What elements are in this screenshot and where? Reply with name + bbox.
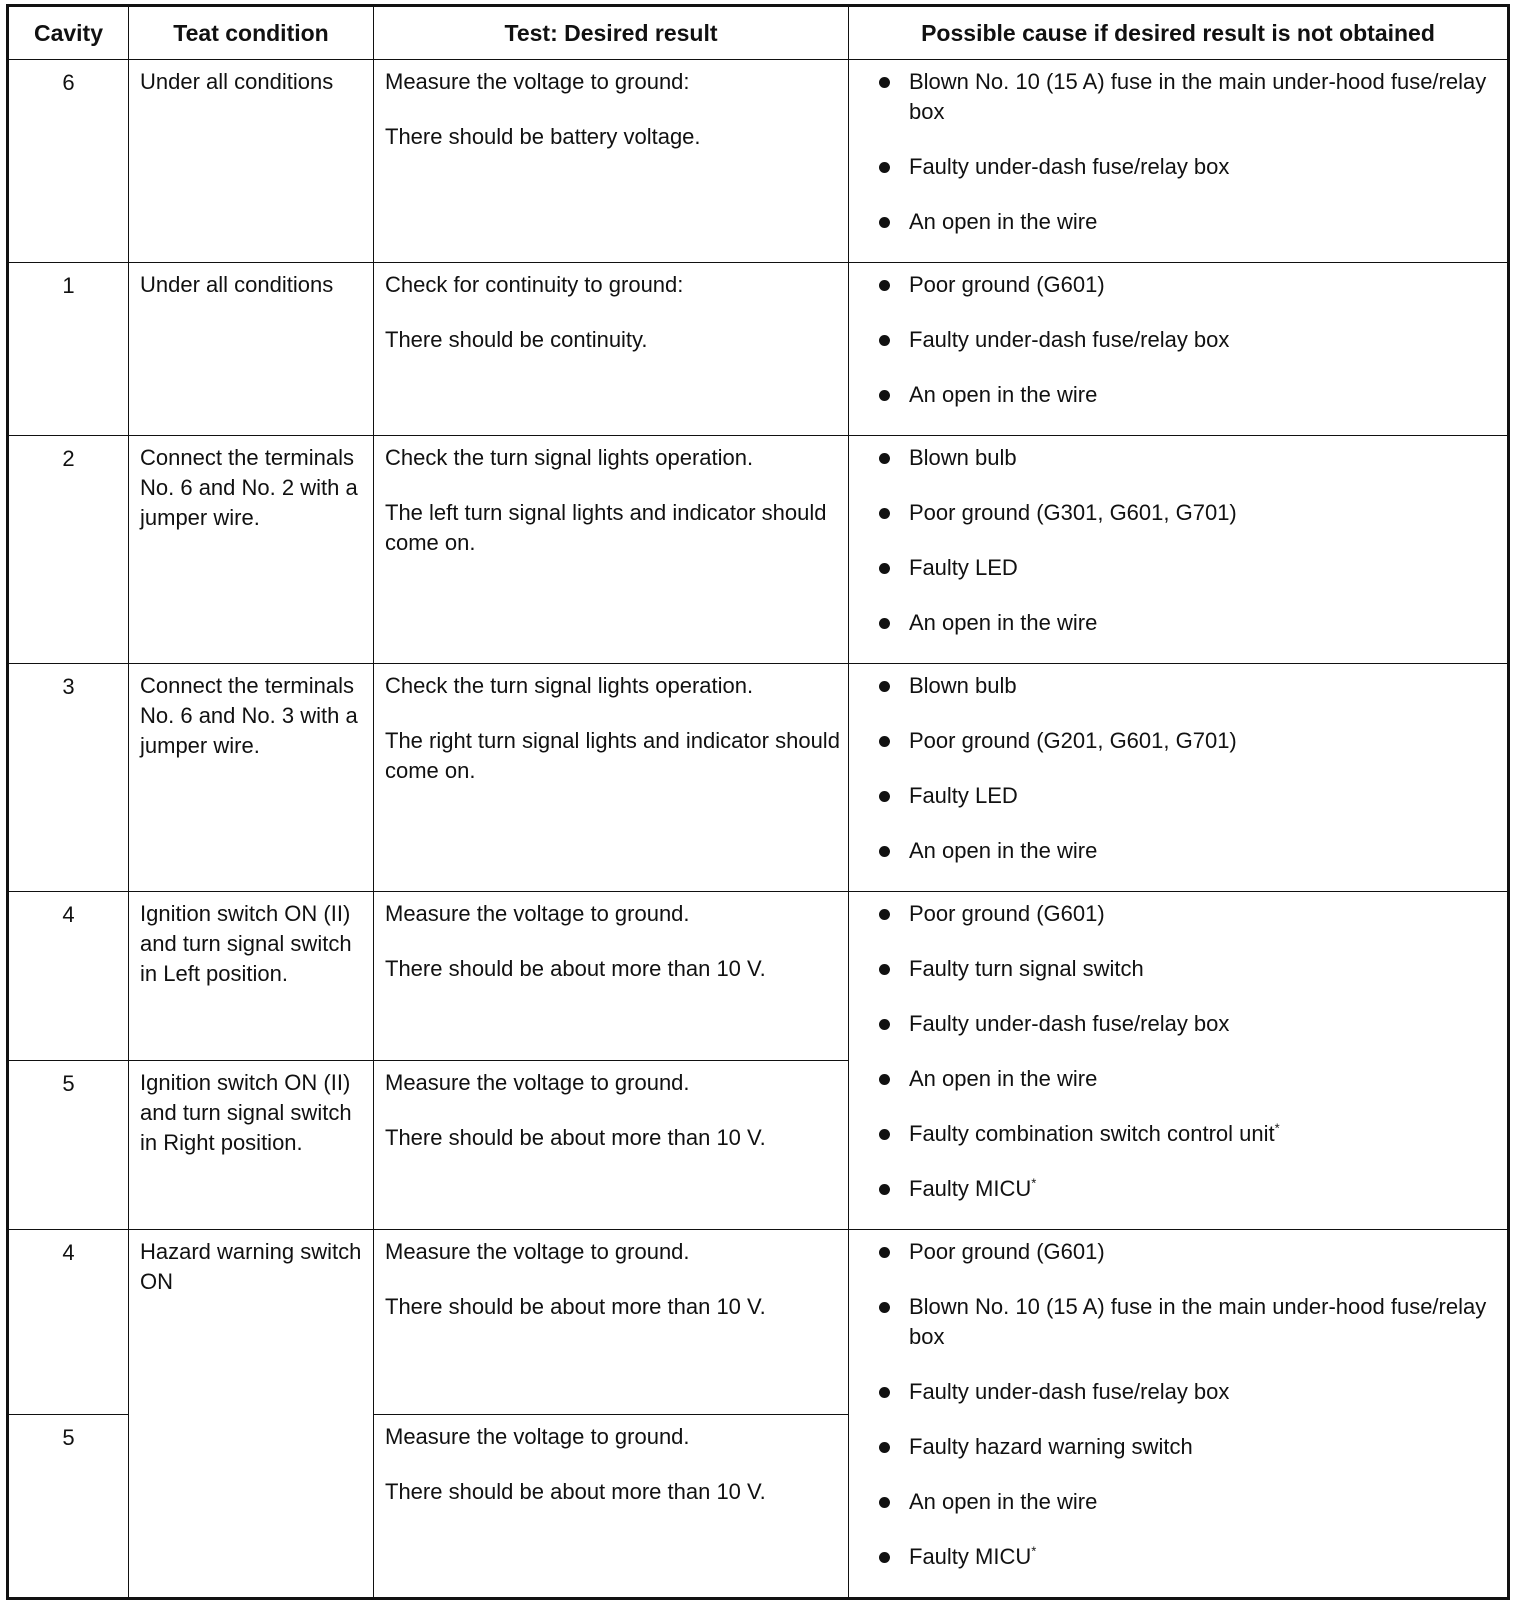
condition-cell: Hazard warning switch ON: [129, 1230, 374, 1599]
cause-item: [879, 1119, 1497, 1149]
cavity-cell: 4: [8, 1230, 129, 1415]
cause-item: Faulty turn signal switch: [879, 954, 1497, 984]
cause-item: Faulty LED: [879, 781, 1497, 811]
test-expected: The left turn signal lights and indicator should come on.: [385, 500, 827, 555]
cause-item: Faulty hazard warning switch: [879, 1432, 1497, 1462]
footnote-mark: *: [1274, 1120, 1280, 1136]
cause-item-text: Faulty combination switch control unit: [909, 1121, 1275, 1146]
cause-item: Faulty under-dash fuse/relay box: [879, 1009, 1497, 1039]
cause-item: [879, 1542, 1497, 1572]
cavity-cell: 6: [8, 60, 129, 263]
test-cell: [374, 664, 849, 892]
test-expected: There should be battery voltage.: [385, 124, 701, 149]
test-cell: [374, 1230, 849, 1415]
test-instruction: Measure the voltage to ground.: [385, 1239, 690, 1264]
test-instruction: Measure the voltage to ground:: [385, 69, 690, 94]
header-row: [8, 6, 1509, 60]
condition-cell: Connect the terminals No. 6 and No. 3 with a jumper wire.: [129, 664, 374, 892]
test-expected: There should be about more than 10 V.: [385, 1294, 766, 1319]
test-expected: There should be about more than 10 V.: [385, 1125, 766, 1150]
cause-item: Faulty under-dash fuse/relay box: [879, 325, 1497, 355]
cause-item: Faulty under-dash fuse/relay box: [879, 152, 1497, 182]
diagnostic-table: [6, 4, 1510, 1600]
cavity-cell: 1: [8, 263, 129, 436]
cause-item: Faulty LED: [879, 553, 1497, 583]
test-instruction: Measure the voltage to ground.: [385, 901, 690, 926]
table-row: [8, 1230, 1509, 1415]
header-cavity: Cavity: [8, 6, 129, 60]
cause-item: Blown bulb: [879, 443, 1497, 473]
condition-cell: Ignition switch ON (II) and turn signal switch in Right position.: [129, 1061, 374, 1230]
table-row: [8, 436, 1509, 664]
test-cell: [374, 60, 849, 263]
cause-item: Blown No. 10 (15 A) fuse in the main under-hood fuse/relay box: [879, 1292, 1497, 1352]
cause-cell: [849, 892, 1509, 1230]
header-test: Test: Desired result: [374, 6, 849, 60]
condition-cell: Ignition switch ON (II) and turn signal switch in Left position.: [129, 892, 374, 1061]
cause-item: [879, 1174, 1497, 1204]
test-cell: [374, 1415, 849, 1599]
cause-item: Faulty under-dash fuse/relay box: [879, 1377, 1497, 1407]
cause-item: Poor ground (G301, G601, G701): [879, 498, 1497, 528]
test-cell: [374, 1061, 849, 1230]
test-cell: [374, 892, 849, 1061]
cavity-cell: 4: [8, 892, 129, 1061]
cause-cell: [849, 263, 1509, 436]
cause-item: Blown bulb: [879, 671, 1497, 701]
cause-cell: [849, 60, 1509, 263]
cause-cell: [849, 664, 1509, 892]
cause-item: An open in the wire: [879, 1064, 1497, 1094]
cavity-cell: 5: [8, 1061, 129, 1230]
test-instruction: Measure the voltage to ground.: [385, 1424, 690, 1450]
cause-cell: [849, 436, 1509, 664]
test-instruction: Check the turn signal lights operation.: [385, 673, 754, 698]
footnote-mark: *: [1031, 1543, 1037, 1559]
cause-item: Poor ground (G601): [879, 270, 1497, 300]
table-row: [8, 60, 1509, 263]
cause-item: Blown No. 10 (15 A) fuse in the main under-hood fuse/relay box: [879, 67, 1497, 127]
table-row: [8, 892, 1509, 1061]
test-cell: [374, 436, 849, 664]
cause-item: Poor ground (G601): [879, 1237, 1497, 1267]
test-instruction: Check the turn signal lights operation.: [385, 445, 754, 470]
cause-item: An open in the wire: [879, 608, 1497, 638]
condition-cell: Under all conditions: [129, 60, 374, 263]
cause-item-text: Faulty MICU: [909, 1176, 1032, 1201]
condition-cell: Under all conditions: [129, 263, 374, 436]
cavity-cell: 2: [8, 436, 129, 664]
header-cause: Possible cause if desired result is not obtained: [849, 6, 1509, 60]
test-instruction: Measure the voltage to ground.: [385, 1070, 690, 1095]
cause-item: An open in the wire: [879, 380, 1497, 410]
footnote-mark: *: [1031, 1175, 1037, 1191]
cause-item: An open in the wire: [879, 207, 1497, 237]
table-row: [8, 664, 1509, 892]
test-cell: [374, 263, 849, 436]
cause-cell: [849, 1230, 1509, 1599]
cavity-cell: 5: [8, 1415, 129, 1599]
cause-item: Poor ground (G201, G601, G701): [879, 726, 1497, 756]
test-expected: The right turn signal lights and indicator should come on.: [385, 728, 840, 783]
header-condition: Teat condition: [129, 6, 374, 60]
cause-item: Poor ground (G601): [879, 899, 1497, 929]
test-expected: There should be about more than 10 V.: [385, 1479, 766, 1505]
cause-item: An open in the wire: [879, 1487, 1497, 1517]
table-row: [8, 263, 1509, 436]
cause-item: An open in the wire: [879, 836, 1497, 866]
cavity-cell: 3: [8, 664, 129, 892]
test-instruction: Check for continuity to ground:: [385, 272, 684, 297]
test-expected: There should be continuity.: [385, 327, 648, 352]
condition-cell: Connect the terminals No. 6 and No. 2 with a jumper wire.: [129, 436, 374, 664]
test-expected: There should be about more than 10 V.: [385, 956, 766, 981]
cause-item-text: Faulty MICU: [909, 1544, 1032, 1569]
